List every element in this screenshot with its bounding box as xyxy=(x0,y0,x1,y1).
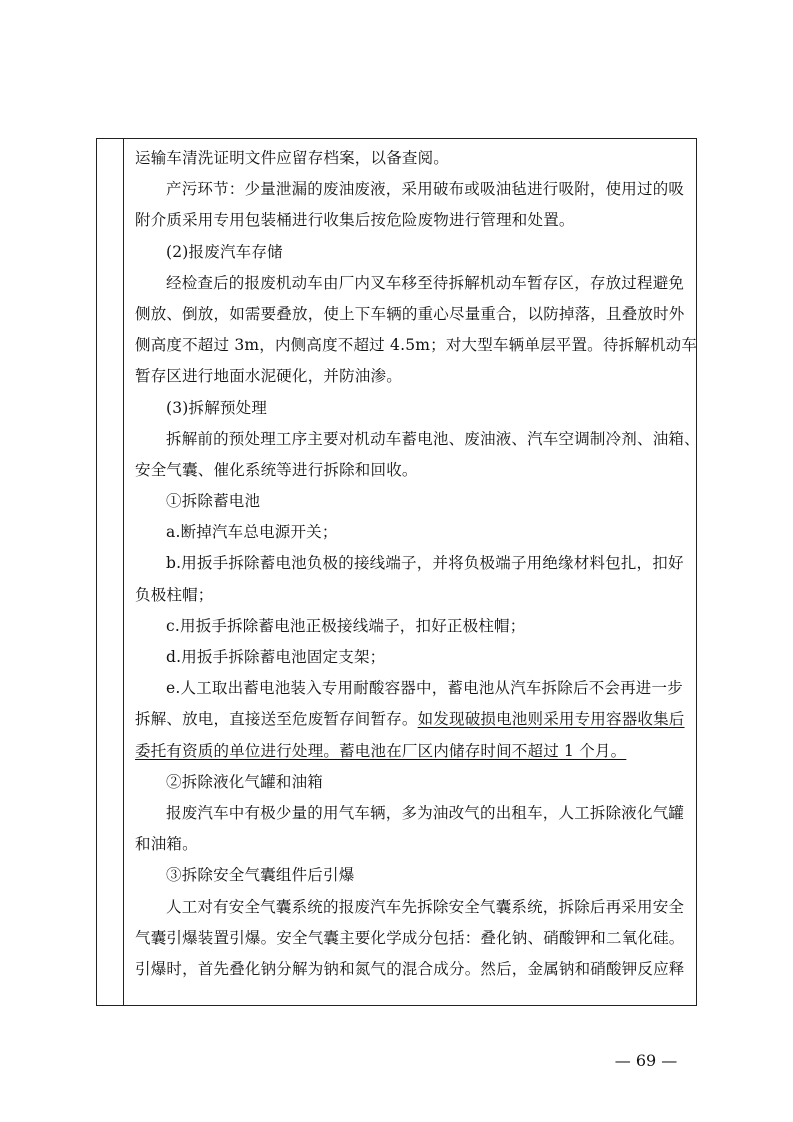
step-item-continuation xyxy=(135,736,690,767)
paragraph-line: 侧放、倒放，如需要叠放，使上下车辆的重心尽量重合，以防掉落，且叠放时外 xyxy=(135,304,685,323)
step-item-continuation xyxy=(135,704,690,735)
plain-text: 拆解、放电，直接送至危废暂存间暂存。 xyxy=(135,710,418,729)
paragraph-line: 人工对有安全气囊系统的报废汽车先拆除安全气囊系统，拆除后再采用安全 xyxy=(166,897,685,916)
paragraph-line: 引爆时，首先叠化钠分解为钠和氮气的混合成分。然后，金属钠和硝酸钾反应释 xyxy=(135,959,685,978)
paragraph-line: 侧高度不超过 3m，内侧高度不超过 4.5m；对大型车辆单层平置。待拆解机动车 xyxy=(135,336,698,355)
paragraph-line: 附介质采用专用包装桶进行收集后按危险废物进行管理和处置。 xyxy=(135,211,575,230)
paragraph-line: 暂存区进行地面水泥硬化，并防油渗。 xyxy=(135,367,402,386)
step-item: a.断掉汽车总电源开关； xyxy=(166,523,338,542)
section-heading: (2)报废汽车存储 xyxy=(166,242,283,261)
paragraph-line: 气囊引爆装置引爆。安全气囊主要化学成分包括：叠化钠、硝酸钾和二氧化硅。 xyxy=(135,928,685,947)
paragraph-line: 经检查后的报废机动车由厂内叉车移至待拆解机动车暂存区，存放过程避免 xyxy=(166,273,685,292)
paragraph-line: 和油箱。 xyxy=(135,835,198,854)
paragraph-line: 拆解前的预处理工序主要对机动车蓄电池、废油液、汽车空调制冷剂、油箱、 xyxy=(166,429,700,448)
paragraph-line: 运输车清洗证明文件应留存档案，以备查阅。 xyxy=(135,149,450,167)
subsection-heading: ①拆除蓄电池 xyxy=(166,492,261,511)
text-cell xyxy=(135,143,700,985)
step-item: c.用扳手拆除蓄电池正极接线端子，扣好正极柱帽； xyxy=(166,616,526,635)
step-item: b.用扳手拆除蓄电池负极的接线端子，并将负极端子用绝缘材料包扎，扣好 xyxy=(166,554,684,573)
underlined-text: 如发现破损电池则采用专用容器收集后 xyxy=(417,710,685,729)
section-heading: (3)拆解预处理 xyxy=(166,398,268,417)
step-item-continuation: 负极柱帽； xyxy=(135,585,214,604)
paragraph-line: 安全气囊、催化系统等进行拆除和回收。 xyxy=(135,460,418,479)
underlined-text: 委托有资质的单位进行处理。蓄电池在厂区内储存时间不超过 1 个月。 xyxy=(135,741,627,760)
subsection-heading: ③拆除安全气囊组件后引爆 xyxy=(166,866,355,885)
step-item: e.人工取出蓄电池装入专用耐酸容器中，蓄电池从汽车拆除后不会再进一步 xyxy=(166,679,683,698)
paragraph-line: 报废汽车中有极少量的用气车辆，多为油改气的出租车，人工拆除液化气罐 xyxy=(166,803,685,822)
step-item: d.用扳手拆除蓄电池固定支架； xyxy=(166,648,386,666)
subsection-heading: ②拆除液化气罐和油箱 xyxy=(166,772,324,791)
table-column-divider xyxy=(123,139,124,1005)
page-number: — 69 — xyxy=(614,1051,678,1070)
content-table xyxy=(96,138,700,1006)
paragraph-line: 产污环节：少量泄漏的废油废液，采用破布或吸油毡进行吸附，使用过的吸 xyxy=(166,180,685,199)
